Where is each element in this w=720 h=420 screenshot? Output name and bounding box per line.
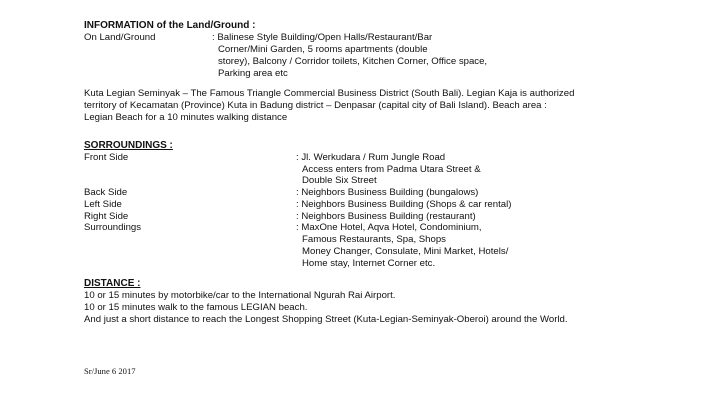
surroundings-label-left: Left Side (84, 199, 122, 210)
info-label: On Land/Ground (84, 32, 156, 43)
surroundings-value: Access enters from Padma Utara Street & (302, 164, 481, 175)
surroundings-value: : Jl. Werkudara / Rum Jungle Road (296, 152, 446, 163)
surroundings-value: Home stay, Internet Corner etc. (302, 258, 436, 269)
description-line: Legian Beach for a 10 minutes walking distance (84, 112, 288, 123)
distance-line: 10 or 15 minutes walk to the famous LEGIAN beach. (84, 302, 308, 313)
surroundings-label-right: Right Side (84, 211, 129, 222)
distance-line: And just a short distance to reach the Longest Shopping Street (Kuta-Legian-Seminyak-Oberoi) around the World. (84, 314, 568, 325)
surroundings-value: Double Six Street (302, 175, 377, 186)
surroundings-heading: SORROUNDINGS : (84, 140, 173, 151)
footer-date: Sr/June 6 2017 (84, 366, 136, 376)
distance-line: 10 or 15 minutes by motorbike/car to the International Ngurah Rai Airport. (84, 290, 396, 301)
description-line: territory of Kecamatan (Province) Kuta in Badung district – Denpasar (capital city of Bali Island). Beach area : (84, 100, 547, 111)
surroundings-value: : Neighbors Business Building (bungalows) (296, 187, 479, 198)
surroundings-value: : Neighbors Business Building (restaurant) (296, 211, 476, 222)
surroundings-value: : MaxOne Hotel, Aqva Hotel, Condominium, (296, 222, 482, 233)
surroundings-label-front: Front Side (84, 152, 129, 163)
info-line: storey), Balcony / Corridor toilets, Kitchen Corner, Office space, (218, 56, 488, 67)
surroundings-value: : Neighbors Business Building (Shops & car rental) (296, 199, 512, 210)
surroundings-value: Money Changer, Consulate, Mini Market, Hotels/ (302, 246, 509, 257)
info-heading: INFORMATION of the Land/Ground : (84, 20, 256, 31)
description-line: Kuta Legian Seminyak – The Famous Triangle Commercial Business District (South Bali). Legian Kaja is authorized (84, 88, 575, 99)
surroundings-label-surroundings: Surroundings (84, 222, 142, 233)
info-line: Parking area etc (218, 68, 288, 79)
info-line: : Balinese Style Building/Open Halls/Restaurant/Bar (212, 32, 433, 43)
distance-heading: DISTANCE : (84, 278, 141, 289)
info-line: Corner/Mini Garden, 5 rooms apartments (double (218, 44, 428, 55)
surroundings-value: Famous Restaurants, Spa, Shops (302, 234, 446, 245)
surroundings-label-back: Back Side (84, 187, 128, 198)
